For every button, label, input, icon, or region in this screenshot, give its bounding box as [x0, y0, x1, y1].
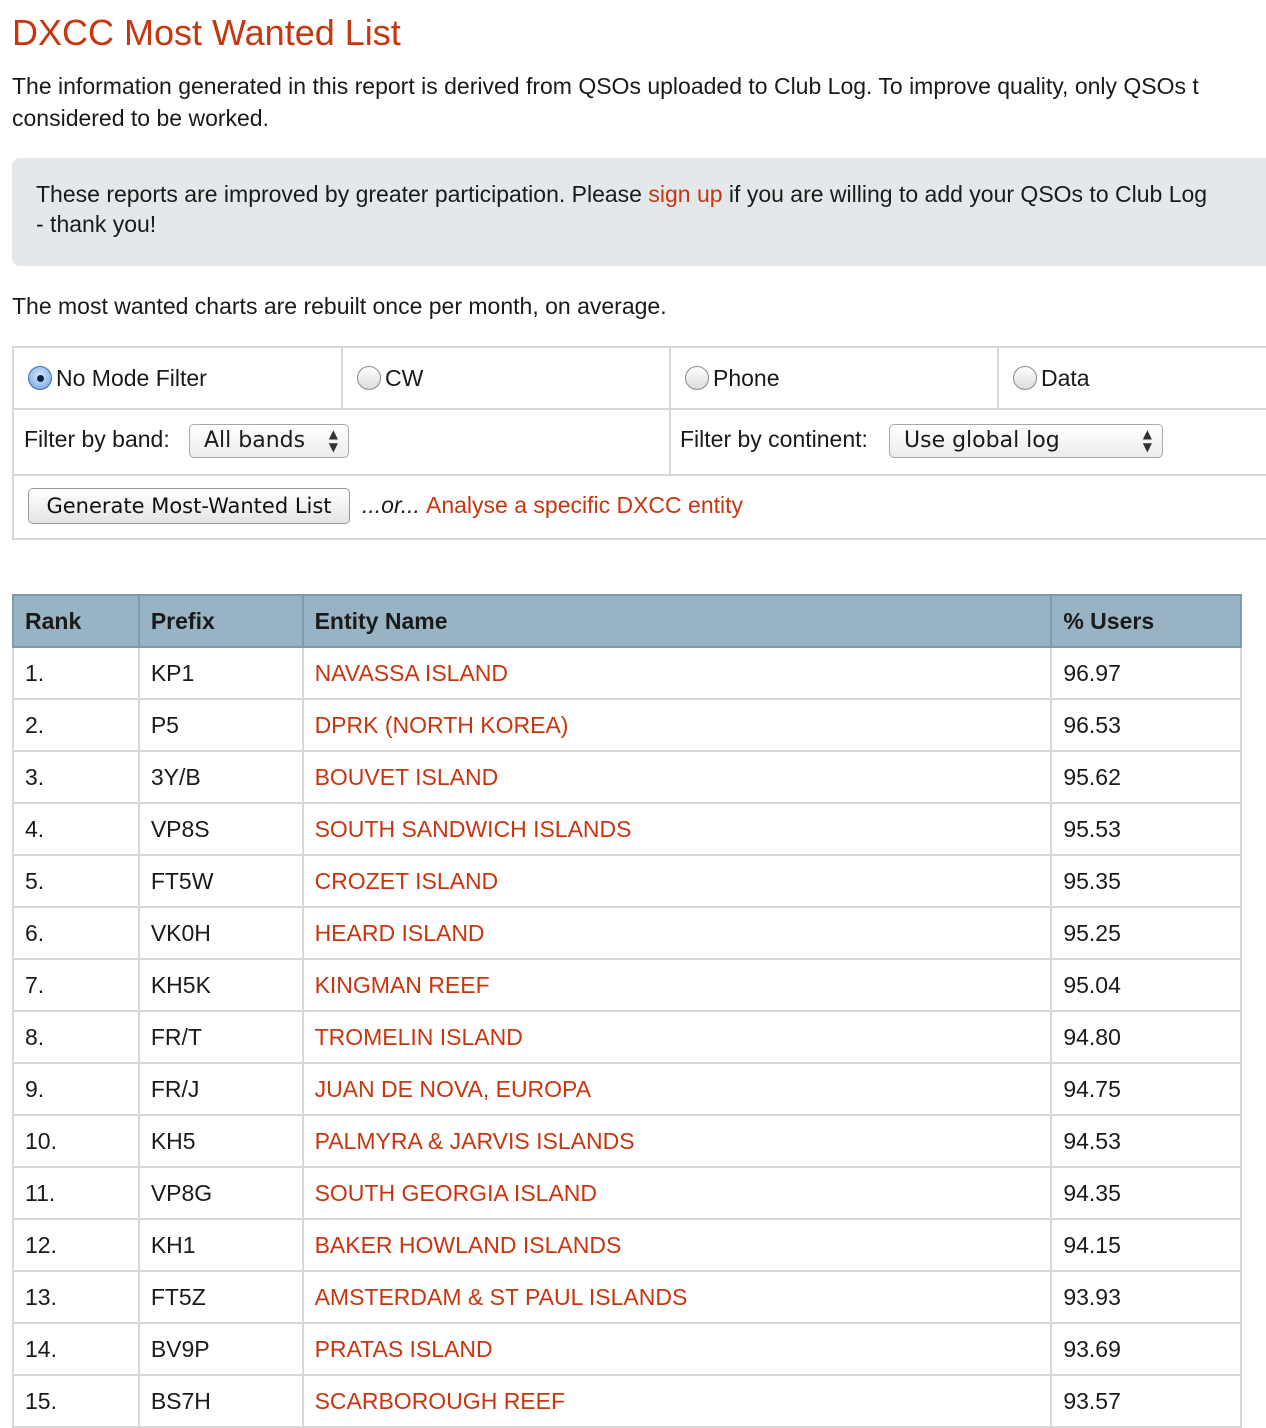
entity-cell — [303, 1271, 1052, 1323]
table-row — [13, 1219, 1241, 1271]
entity-cell — [303, 907, 1052, 959]
most-wanted-table — [12, 594, 1242, 1428]
sign-up-link[interactable]: sign up — [648, 181, 723, 207]
select-arrows-icon: ▲ ▼ — [328, 427, 338, 454]
entity-link[interactable]: AMSTERDAM & ST PAUL ISLANDS — [314, 1283, 688, 1310]
rebuild-note: The most wanted charts are rebuilt once per month, on average. — [12, 293, 667, 319]
table-row — [13, 803, 1241, 855]
entity-cell — [303, 1167, 1052, 1219]
table-row — [13, 1323, 1241, 1375]
mode-label-data: Data — [1041, 364, 1090, 391]
entity-cell — [303, 1115, 1052, 1167]
generate-most-wanted-button[interactable]: Generate Most-Wanted List — [28, 488, 350, 524]
continent-select-value: Use global log — [904, 428, 1060, 453]
table-row — [13, 907, 1241, 959]
entity-cell — [303, 855, 1052, 907]
header-entity-name: Entity Name — [303, 595, 1052, 647]
filter-panel — [12, 346, 1266, 540]
prefix-cell: VK0H — [139, 907, 303, 959]
entity-cell — [303, 647, 1052, 699]
percent-cell: 93.57 — [1051, 1375, 1241, 1427]
notice-text-before: These reports are improved by greater participation. Please — [36, 181, 649, 207]
radio-cw[interactable] — [357, 366, 381, 390]
table-row — [13, 1115, 1241, 1167]
table-row — [13, 647, 1241, 699]
prefix-cell: VP8G — [139, 1167, 303, 1219]
entity-link[interactable]: TROMELIN ISLAND — [314, 1023, 523, 1050]
percent-cell: 93.69 — [1051, 1323, 1241, 1375]
rank-cell: 11. — [13, 1167, 139, 1219]
prefix-cell: FR/J — [139, 1063, 303, 1115]
prefix-cell: FR/T — [139, 1011, 303, 1063]
entity-link[interactable]: JUAN DE NOVA, EUROPA — [314, 1075, 592, 1102]
entity-cell — [303, 1219, 1052, 1271]
action-row — [14, 476, 1266, 538]
table-row — [13, 1375, 1241, 1427]
rank-cell: 10. — [13, 1115, 139, 1167]
percent-cell: 94.35 — [1051, 1167, 1241, 1219]
entity-cell — [303, 751, 1052, 803]
rank-cell: 3. — [13, 751, 139, 803]
rank-cell: 8. — [13, 1011, 139, 1063]
entity-cell — [303, 1063, 1052, 1115]
rank-cell: 14. — [13, 1323, 139, 1375]
table-row — [13, 699, 1241, 751]
percent-cell: 95.53 — [1051, 803, 1241, 855]
prefix-cell: KP1 — [139, 647, 303, 699]
band-select[interactable] — [189, 424, 349, 458]
radio-no-mode-filter[interactable] — [28, 366, 52, 390]
mode-option-phone[interactable] — [669, 348, 780, 408]
percent-cell: 96.53 — [1051, 699, 1241, 751]
rank-cell: 13. — [13, 1271, 139, 1323]
percent-cell: 95.04 — [1051, 959, 1241, 1011]
band-select-value: All bands — [204, 428, 306, 453]
intro-line-2: considered to be worked. — [12, 105, 269, 131]
prefix-cell: BV9P — [139, 1323, 303, 1375]
table-header-row — [13, 595, 1241, 647]
percent-cell: 95.35 — [1051, 855, 1241, 907]
prefix-cell: 3Y/B — [139, 751, 303, 803]
entity-link[interactable]: SOUTH GEORGIA ISLAND — [314, 1179, 598, 1206]
prefix-cell: KH1 — [139, 1219, 303, 1271]
page-title: DXCC Most Wanted List — [12, 12, 401, 53]
entity-link[interactable]: SCARBOROUGH REEF — [314, 1387, 566, 1414]
entity-link[interactable]: PRATAS ISLAND — [314, 1335, 493, 1362]
prefix-cell: KH5K — [139, 959, 303, 1011]
prefix-cell: KH5 — [139, 1115, 303, 1167]
entity-link[interactable]: SOUTH SANDWICH ISLANDS — [314, 815, 632, 842]
percent-cell: 95.62 — [1051, 751, 1241, 803]
percent-cell: 94.15 — [1051, 1219, 1241, 1271]
prefix-cell: BS7H — [139, 1375, 303, 1427]
entity-link[interactable]: NAVASSA ISLAND — [314, 659, 509, 686]
continent-select[interactable] — [889, 424, 1163, 458]
mode-filter-row — [14, 348, 1266, 410]
table-row — [13, 1167, 1241, 1219]
mode-label-none: No Mode Filter — [56, 364, 207, 391]
entity-cell — [303, 1323, 1052, 1375]
continent-filter-label: Filter by continent: — [680, 426, 868, 452]
percent-cell: 96.97 — [1051, 647, 1241, 699]
header-prefix: Prefix — [139, 595, 303, 647]
intro-line-1: The information generated in this report is derived from QSOs uploaded to Club Log. To improve quality, only QSOs t — [12, 73, 1199, 99]
intro-text — [12, 70, 1266, 134]
notice-line-2: - thank you! — [36, 211, 157, 237]
radio-phone[interactable] — [685, 366, 709, 390]
table-row — [13, 1063, 1241, 1115]
mode-option-data[interactable] — [997, 348, 1090, 408]
rank-cell: 12. — [13, 1219, 139, 1271]
table-row — [13, 855, 1241, 907]
participation-notice — [12, 158, 1266, 266]
mode-label-cw: CW — [385, 364, 424, 391]
entity-link[interactable]: CROZET ISLAND — [314, 867, 499, 894]
percent-cell: 94.53 — [1051, 1115, 1241, 1167]
prefix-cell: P5 — [139, 699, 303, 751]
prefix-cell: FT5W — [139, 855, 303, 907]
percent-cell: 94.80 — [1051, 1011, 1241, 1063]
rank-cell: 4. — [13, 803, 139, 855]
entity-link[interactable]: DPRK (NORTH KOREA) — [314, 711, 569, 738]
band-filter-label: Filter by band: — [24, 426, 170, 452]
notice-line-1 — [36, 179, 1258, 209]
percent-cell: 95.25 — [1051, 907, 1241, 959]
mode-option-none[interactable] — [28, 348, 207, 408]
percent-cell: 93.93 — [1051, 1271, 1241, 1323]
entity-cell — [303, 959, 1052, 1011]
or-text: ...or... — [362, 492, 420, 518]
mode-label-phone: Phone — [713, 364, 780, 391]
mode-option-cw[interactable] — [341, 348, 423, 408]
entity-cell — [303, 1375, 1052, 1427]
rank-cell: 15. — [13, 1375, 139, 1427]
prefix-cell: VP8S — [139, 803, 303, 855]
header-rank: Rank — [13, 595, 139, 647]
radio-data[interactable] — [1013, 366, 1037, 390]
rank-cell: 7. — [13, 959, 139, 1011]
notice-text-after: if you are willing to add your QSOs to Club Log — [722, 181, 1208, 207]
table-row — [13, 751, 1241, 803]
select-arrows-icon: ▲ ▼ — [1142, 427, 1152, 454]
entity-link[interactable]: BOUVET ISLAND — [314, 763, 499, 790]
header-percent-users: % Users — [1051, 595, 1241, 647]
rank-cell: 9. — [13, 1063, 139, 1115]
entity-link[interactable]: KINGMAN REEF — [314, 971, 490, 998]
band-continent-row — [14, 408, 1266, 476]
table-row — [13, 959, 1241, 1011]
rank-cell: 5. — [13, 855, 139, 907]
entity-cell — [303, 699, 1052, 751]
row-divider — [669, 408, 671, 474]
prefix-cell: FT5Z — [139, 1271, 303, 1323]
rank-cell: 2. — [13, 699, 139, 751]
entity-cell — [303, 803, 1052, 855]
analyse-entity-link[interactable]: Analyse a specific DXCC entity — [426, 492, 744, 518]
table-row — [13, 1011, 1241, 1063]
percent-cell: 94.75 — [1051, 1063, 1241, 1115]
entity-cell — [303, 1011, 1052, 1063]
entity-link[interactable]: HEARD ISLAND — [314, 919, 485, 946]
rank-cell: 1. — [13, 647, 139, 699]
table-row — [13, 1271, 1241, 1323]
rank-cell: 6. — [13, 907, 139, 959]
entity-link[interactable]: BAKER HOWLAND ISLANDS — [314, 1231, 622, 1258]
entity-link[interactable]: PALMYRA & JARVIS ISLANDS — [314, 1127, 635, 1154]
